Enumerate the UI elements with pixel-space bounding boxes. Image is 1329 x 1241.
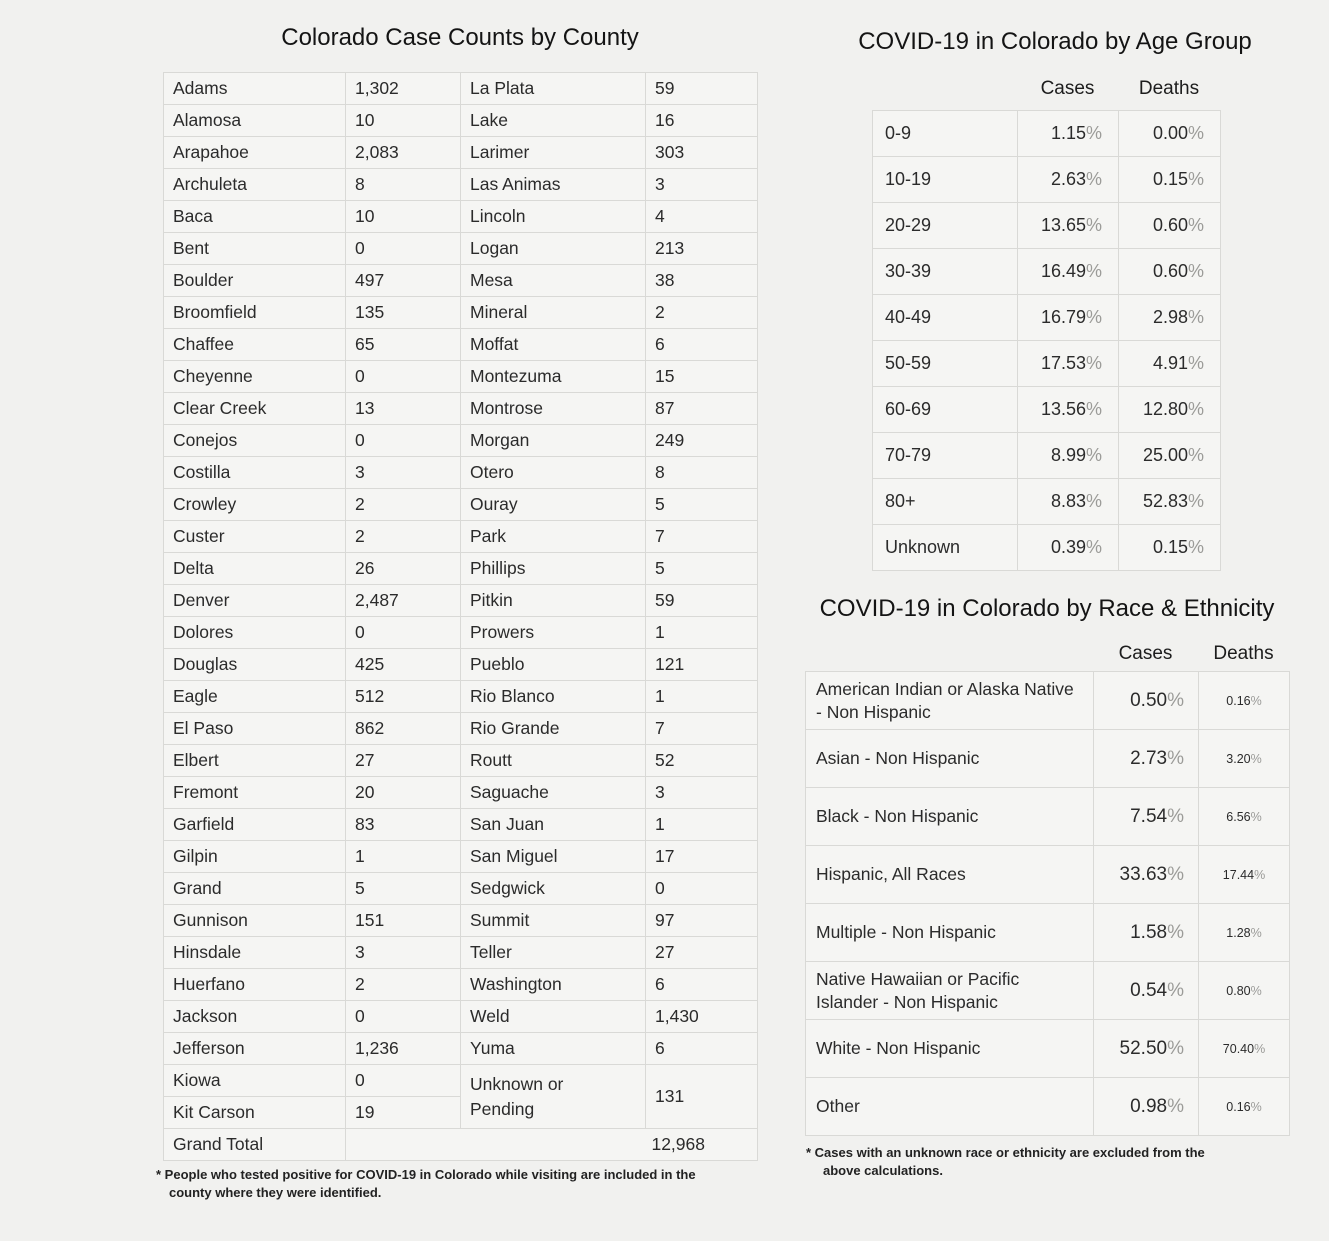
county-row bbox=[164, 233, 758, 265]
county-name-cell: Morgan bbox=[461, 425, 646, 457]
race-ethnicity-row bbox=[806, 672, 1290, 730]
age-group-label-cell: 50-59 bbox=[873, 341, 1018, 387]
county-row bbox=[164, 393, 758, 425]
race-ethnicity-section bbox=[805, 578, 1289, 1179]
county-section bbox=[156, 10, 757, 1201]
race-ethnicity-row bbox=[806, 1020, 1290, 1078]
county-name-cell: Cheyenne bbox=[164, 361, 346, 393]
percent-sign: % bbox=[1085, 537, 1102, 557]
county-name-cell: San Miguel bbox=[461, 841, 646, 873]
county-name-cell: Montrose bbox=[461, 393, 646, 425]
county-count-cell: 303 bbox=[646, 137, 758, 169]
percent-sign: % bbox=[1187, 215, 1204, 235]
race-ethnicity-cases-cell: 0.54% bbox=[1094, 962, 1199, 1020]
race-ethnicity-label-cell: Asian - Non Hispanic bbox=[806, 730, 1094, 788]
county-row bbox=[164, 201, 758, 233]
county-name-cell: Clear Creek bbox=[164, 393, 346, 425]
race-header-deaths: Deaths bbox=[1213, 643, 1274, 664]
percent-sign: % bbox=[1085, 445, 1102, 465]
percent-sign: % bbox=[1085, 353, 1102, 373]
county-row bbox=[164, 905, 758, 937]
percent-sign: % bbox=[1187, 307, 1204, 327]
county-count-cell: 213 bbox=[646, 233, 758, 265]
race-header-cases: Cases bbox=[1118, 643, 1173, 664]
county-name-cell: Broomfield bbox=[164, 297, 346, 329]
percent-sign: % bbox=[1187, 399, 1204, 419]
age-group-deaths-cell: 0.15% bbox=[1119, 525, 1221, 571]
race-ethnicity-label-cell: American Indian or Alaska Native - Non Hispanic bbox=[806, 672, 1094, 730]
age-group-cases-cell: 8.83% bbox=[1018, 479, 1119, 525]
race-ethnicity-cases-cell: 7.54% bbox=[1094, 788, 1199, 846]
county-name-cell: Eagle bbox=[164, 681, 346, 713]
percent-sign: % bbox=[1250, 983, 1262, 998]
county-row bbox=[164, 681, 758, 713]
county-name-cell: Jefferson bbox=[164, 1033, 346, 1065]
age-group-deaths-cell: 52.83% bbox=[1119, 479, 1221, 525]
age-group-deaths-cell: 12.80% bbox=[1119, 387, 1221, 433]
county-count-cell: 87 bbox=[646, 393, 758, 425]
county-row bbox=[164, 873, 758, 905]
county-row bbox=[164, 489, 758, 521]
percent-sign: % bbox=[1085, 261, 1102, 281]
county-count-cell: 121 bbox=[646, 649, 758, 681]
percent-sign: % bbox=[1187, 491, 1204, 511]
county-table-title: Colorado Case Counts by County bbox=[281, 24, 639, 51]
county-name-cell: Pitkin bbox=[461, 585, 646, 617]
county-name-cell: Pueblo bbox=[461, 649, 646, 681]
county-count-cell: 3 bbox=[346, 457, 461, 489]
grand-total-value: 12,968 bbox=[346, 1129, 758, 1161]
race-ethnicity-deaths-cell: 17.44% bbox=[1199, 846, 1290, 904]
age-group-row bbox=[873, 525, 1221, 571]
county-count-cell: 4 bbox=[646, 201, 758, 233]
age-group-label-cell: 0-9 bbox=[873, 111, 1018, 157]
age-table-header-row bbox=[872, 78, 1220, 100]
percent-sign: % bbox=[1187, 537, 1204, 557]
county-count-cell: 13 bbox=[346, 393, 461, 425]
race-ethnicity-cases-cell: 2.73% bbox=[1094, 730, 1199, 788]
county-count-cell: 1 bbox=[646, 617, 758, 649]
county-count-cell: 151 bbox=[346, 905, 461, 937]
race-table-header-row bbox=[805, 643, 1289, 665]
race-ethnicity-row bbox=[806, 788, 1290, 846]
county-name-cell: Delta bbox=[164, 553, 346, 585]
age-header-deaths: Deaths bbox=[1138, 78, 1200, 99]
county-count-cell: 97 bbox=[646, 905, 758, 937]
county-name-cell: Elbert bbox=[164, 745, 346, 777]
county-row bbox=[164, 137, 758, 169]
county-row bbox=[164, 329, 758, 361]
age-group-deaths-cell: 0.15% bbox=[1119, 157, 1221, 203]
percent-sign: % bbox=[1167, 1095, 1184, 1117]
race-ethnicity-cases-cell: 1.58% bbox=[1094, 904, 1199, 962]
county-name-cell: Crowley bbox=[164, 489, 346, 521]
county-count-cell: 249 bbox=[646, 425, 758, 457]
county-name-cell: Costilla bbox=[164, 457, 346, 489]
county-name-cell: Bent bbox=[164, 233, 346, 265]
county-name-cell: Arapahoe bbox=[164, 137, 346, 169]
percent-sign: % bbox=[1187, 123, 1204, 143]
percent-sign: % bbox=[1085, 123, 1102, 143]
county-name-cell: Logan bbox=[461, 233, 646, 265]
county-count-cell: 3 bbox=[646, 169, 758, 201]
county-count-cell: 0 bbox=[346, 1065, 461, 1097]
county-name-cell: Dolores bbox=[164, 617, 346, 649]
county-row bbox=[164, 361, 758, 393]
county-name-cell: Weld bbox=[461, 1001, 646, 1033]
percent-sign: % bbox=[1167, 805, 1184, 827]
county-name-cell: Washington bbox=[461, 969, 646, 1001]
age-group-cases-cell: 8.99% bbox=[1018, 433, 1119, 479]
race-ethnicity-row bbox=[806, 904, 1290, 962]
county-row bbox=[164, 169, 758, 201]
race-ethnicity-row bbox=[806, 730, 1290, 788]
county-name-cell: Lincoln bbox=[461, 201, 646, 233]
percent-sign: % bbox=[1085, 169, 1102, 189]
age-group-cases-cell: 1.15% bbox=[1018, 111, 1119, 157]
race-ethnicity-cases-cell: 0.50% bbox=[1094, 672, 1199, 730]
county-row bbox=[164, 745, 758, 777]
county-count-cell: 7 bbox=[646, 521, 758, 553]
age-group-section bbox=[790, 10, 1320, 571]
county-name-cell: Otero bbox=[461, 457, 646, 489]
county-count-cell: 26 bbox=[346, 553, 461, 585]
county-name-cell: Jackson bbox=[164, 1001, 346, 1033]
race-ethnicity-deaths-cell: 6.56% bbox=[1199, 788, 1290, 846]
county-count-cell: 497 bbox=[346, 265, 461, 297]
county-count-cell: 6 bbox=[646, 969, 758, 1001]
county-count-cell: 15 bbox=[646, 361, 758, 393]
race-ethnicity-deaths-cell: 0.16% bbox=[1199, 1078, 1290, 1136]
age-group-row bbox=[873, 387, 1221, 433]
age-group-cases-cell: 13.65% bbox=[1018, 203, 1119, 249]
county-count-cell: 1,236 bbox=[346, 1033, 461, 1065]
age-group-cases-cell: 0.39% bbox=[1018, 525, 1119, 571]
county-count-cell: 38 bbox=[646, 265, 758, 297]
county-count-cell: 7 bbox=[646, 713, 758, 745]
county-count-cell: 2,487 bbox=[346, 585, 461, 617]
county-name-cell: Adams bbox=[164, 73, 346, 105]
age-group-label-cell: 60-69 bbox=[873, 387, 1018, 433]
county-name-cell: San Juan bbox=[461, 809, 646, 841]
age-group-label-cell: 70-79 bbox=[873, 433, 1018, 479]
percent-sign: % bbox=[1167, 979, 1184, 1001]
county-row bbox=[164, 297, 758, 329]
county-name-cell: Prowers bbox=[461, 617, 646, 649]
race-ethnicity-label-cell: Multiple - Non Hispanic bbox=[806, 904, 1094, 962]
race-ethnicity-label-cell: Black - Non Hispanic bbox=[806, 788, 1094, 846]
county-name-cell: Mineral bbox=[461, 297, 646, 329]
county-name-cell: Gunnison bbox=[164, 905, 346, 937]
county-name-cell: Huerfano bbox=[164, 969, 346, 1001]
age-group-row bbox=[873, 341, 1221, 387]
county-count-cell: 512 bbox=[346, 681, 461, 713]
age-group-cases-cell: 16.79% bbox=[1018, 295, 1119, 341]
county-name-cell: Yuma bbox=[461, 1033, 646, 1065]
age-group-row bbox=[873, 203, 1221, 249]
county-row bbox=[164, 617, 758, 649]
county-name-cell: Park bbox=[461, 521, 646, 553]
county-row bbox=[164, 585, 758, 617]
age-group-cases-cell: 16.49% bbox=[1018, 249, 1119, 295]
county-count-cell: 5 bbox=[646, 489, 758, 521]
county-count-cell: 1 bbox=[646, 809, 758, 841]
county-count-cell: 83 bbox=[346, 809, 461, 841]
county-count-cell: 8 bbox=[346, 169, 461, 201]
age-group-label-cell: 80+ bbox=[873, 479, 1018, 525]
county-count-cell: 52 bbox=[646, 745, 758, 777]
race-ethnicity-label-cell: White - Non Hispanic bbox=[806, 1020, 1094, 1078]
county-row bbox=[164, 1033, 758, 1065]
age-group-deaths-cell: 0.60% bbox=[1119, 249, 1221, 295]
percent-sign: % bbox=[1167, 747, 1184, 769]
county-row bbox=[164, 425, 758, 457]
county-row bbox=[164, 521, 758, 553]
county-row bbox=[164, 809, 758, 841]
percent-sign: % bbox=[1254, 867, 1266, 882]
race-ethnicity-label-cell: Hispanic, All Races bbox=[806, 846, 1094, 904]
grand-total-label: Grand Total bbox=[164, 1129, 346, 1161]
county-count-cell: 10 bbox=[346, 201, 461, 233]
county-row bbox=[164, 649, 758, 681]
percent-sign: % bbox=[1187, 353, 1204, 373]
county-row bbox=[164, 73, 758, 105]
county-count-cell: 2 bbox=[346, 969, 461, 1001]
race-ethnicity-label-cell: Other bbox=[806, 1078, 1094, 1136]
county-count-cell: 27 bbox=[646, 937, 758, 969]
county-name-cell: Chaffee bbox=[164, 329, 346, 361]
race-ethnicity-row bbox=[806, 962, 1290, 1020]
county-name-cell: Boulder bbox=[164, 265, 346, 297]
age-group-row bbox=[873, 295, 1221, 341]
age-group-cases-cell: 2.63% bbox=[1018, 157, 1119, 203]
county-row bbox=[164, 777, 758, 809]
age-group-deaths-cell: 0.00% bbox=[1119, 111, 1221, 157]
county-unknown-pending-cell: Unknown or Pending bbox=[461, 1065, 646, 1129]
county-count-cell: 20 bbox=[346, 777, 461, 809]
county-name-cell: Gilpin bbox=[164, 841, 346, 873]
race-ethnicity-deaths-cell: 70.40% bbox=[1199, 1020, 1290, 1078]
age-header-cases: Cases bbox=[1040, 78, 1095, 99]
age-group-label-cell: 40-49 bbox=[873, 295, 1018, 341]
percent-sign: % bbox=[1254, 1041, 1266, 1056]
race-ethnicity-cases-cell: 33.63% bbox=[1094, 846, 1199, 904]
county-count-cell: 0 bbox=[346, 425, 461, 457]
race-header-spacer bbox=[805, 643, 1093, 665]
percent-sign: % bbox=[1187, 169, 1204, 189]
county-count-cell: 10 bbox=[346, 105, 461, 137]
county-row bbox=[164, 969, 758, 1001]
county-count-cell: 135 bbox=[346, 297, 461, 329]
county-count-cell: 2 bbox=[646, 297, 758, 329]
race-footnote: * Cases with an unknown race or ethnicity are excluded from the above calculations. bbox=[806, 1145, 1205, 1178]
county-name-cell: Routt bbox=[461, 745, 646, 777]
county-table bbox=[163, 72, 758, 1161]
county-count-cell: 0 bbox=[346, 233, 461, 265]
county-count-cell: 1,430 bbox=[646, 1001, 758, 1033]
age-group-label-cell: Unknown bbox=[873, 525, 1018, 571]
county-count-cell: 1 bbox=[346, 841, 461, 873]
percent-sign: % bbox=[1085, 307, 1102, 327]
county-row bbox=[164, 105, 758, 137]
county-row bbox=[164, 265, 758, 297]
percent-sign: % bbox=[1187, 261, 1204, 281]
percent-sign: % bbox=[1085, 491, 1102, 511]
age-group-row bbox=[873, 249, 1221, 295]
county-name-cell: Baca bbox=[164, 201, 346, 233]
county-name-cell: Denver bbox=[164, 585, 346, 617]
county-name-cell: Saguache bbox=[461, 777, 646, 809]
county-name-cell: Ouray bbox=[461, 489, 646, 521]
age-group-row bbox=[873, 111, 1221, 157]
county-unknown-pending-count: 131 bbox=[646, 1065, 758, 1129]
age-group-deaths-cell: 2.98% bbox=[1119, 295, 1221, 341]
county-count-cell: 0 bbox=[346, 361, 461, 393]
percent-sign: % bbox=[1250, 809, 1262, 824]
county-count-cell: 862 bbox=[346, 713, 461, 745]
county-count-cell: 0 bbox=[646, 873, 758, 905]
percent-sign: % bbox=[1085, 399, 1102, 419]
county-row bbox=[164, 1065, 758, 1097]
race-ethnicity-cases-cell: 0.98% bbox=[1094, 1078, 1199, 1136]
age-group-cases-cell: 17.53% bbox=[1018, 341, 1119, 387]
percent-sign: % bbox=[1167, 863, 1184, 885]
race-table-title: COVID-19 in Colorado by Race & Ethnicity bbox=[819, 595, 1275, 622]
county-name-cell: Summit bbox=[461, 905, 646, 937]
percent-sign: % bbox=[1250, 751, 1262, 766]
county-count-cell: 59 bbox=[646, 585, 758, 617]
county-count-cell: 425 bbox=[346, 649, 461, 681]
county-name-cell: Moffat bbox=[461, 329, 646, 361]
county-name-cell: Phillips bbox=[461, 553, 646, 585]
county-row bbox=[164, 1001, 758, 1033]
county-count-cell: 17 bbox=[646, 841, 758, 873]
county-name-cell: Fremont bbox=[164, 777, 346, 809]
age-group-row bbox=[873, 479, 1221, 525]
county-name-cell: Douglas bbox=[164, 649, 346, 681]
county-name-cell: Kit Carson bbox=[164, 1097, 346, 1129]
age-group-row bbox=[873, 433, 1221, 479]
county-count-cell: 3 bbox=[646, 777, 758, 809]
county-count-cell: 5 bbox=[346, 873, 461, 905]
age-group-label-cell: 30-39 bbox=[873, 249, 1018, 295]
county-name-cell: El Paso bbox=[164, 713, 346, 745]
race-ethnicity-deaths-cell: 0.16% bbox=[1199, 672, 1290, 730]
age-header-spacer bbox=[872, 78, 1017, 100]
county-name-cell: Las Animas bbox=[461, 169, 646, 201]
race-ethnicity-deaths-cell: 1.28% bbox=[1199, 904, 1290, 962]
county-count-cell: 1,302 bbox=[346, 73, 461, 105]
county-count-cell: 1 bbox=[646, 681, 758, 713]
county-count-cell: 3 bbox=[346, 937, 461, 969]
race-ethnicity-deaths-cell: 0.80% bbox=[1199, 962, 1290, 1020]
county-name-cell: Kiowa bbox=[164, 1065, 346, 1097]
county-footnote: * People who tested positive for COVID-19 in Colorado while visiting are included in the county where they were identified. bbox=[156, 1167, 696, 1200]
age-group-deaths-cell: 0.60% bbox=[1119, 203, 1221, 249]
percent-sign: % bbox=[1167, 1037, 1184, 1059]
county-name-cell: Lake bbox=[461, 105, 646, 137]
county-name-cell: Montezuma bbox=[461, 361, 646, 393]
age-group-table bbox=[872, 110, 1221, 571]
age-group-cases-cell: 13.56% bbox=[1018, 387, 1119, 433]
percent-sign: % bbox=[1167, 921, 1184, 943]
county-count-cell: 2,083 bbox=[346, 137, 461, 169]
county-name-cell: Larimer bbox=[461, 137, 646, 169]
county-count-cell: 65 bbox=[346, 329, 461, 361]
county-count-cell: 5 bbox=[646, 553, 758, 585]
county-row bbox=[164, 841, 758, 873]
county-name-cell: Rio Grande bbox=[461, 713, 646, 745]
county-name-cell: La Plata bbox=[461, 73, 646, 105]
percent-sign: % bbox=[1250, 1099, 1262, 1114]
percent-sign: % bbox=[1085, 215, 1102, 235]
county-count-cell: 59 bbox=[646, 73, 758, 105]
percent-sign: % bbox=[1167, 689, 1184, 711]
county-row bbox=[164, 937, 758, 969]
race-ethnicity-cases-cell: 52.50% bbox=[1094, 1020, 1199, 1078]
percent-sign: % bbox=[1187, 445, 1204, 465]
county-count-cell: 8 bbox=[646, 457, 758, 489]
county-name-cell: Teller bbox=[461, 937, 646, 969]
race-ethnicity-row bbox=[806, 846, 1290, 904]
county-count-cell: 0 bbox=[346, 1001, 461, 1033]
race-ethnicity-table bbox=[805, 671, 1290, 1136]
age-group-label-cell: 20-29 bbox=[873, 203, 1018, 249]
county-name-cell: Mesa bbox=[461, 265, 646, 297]
county-name-cell: Hinsdale bbox=[164, 937, 346, 969]
county-row bbox=[164, 713, 758, 745]
county-name-cell: Grand bbox=[164, 873, 346, 905]
race-ethnicity-label-cell: Native Hawaiian or Pacific Islander - Non Hispanic bbox=[806, 962, 1094, 1020]
county-grand-total-row bbox=[164, 1129, 758, 1161]
age-group-deaths-cell: 25.00% bbox=[1119, 433, 1221, 479]
percent-sign: % bbox=[1250, 693, 1262, 708]
age-group-label-cell: 10-19 bbox=[873, 157, 1018, 203]
age-group-deaths-cell: 4.91% bbox=[1119, 341, 1221, 387]
race-ethnicity-row bbox=[806, 1078, 1290, 1136]
county-name-cell: Archuleta bbox=[164, 169, 346, 201]
county-name-cell: Rio Blanco bbox=[461, 681, 646, 713]
county-count-cell: 6 bbox=[646, 329, 758, 361]
county-count-cell: 2 bbox=[346, 489, 461, 521]
county-name-cell: Conejos bbox=[164, 425, 346, 457]
county-row bbox=[164, 457, 758, 489]
percent-sign: % bbox=[1250, 925, 1262, 940]
county-count-cell: 27 bbox=[346, 745, 461, 777]
county-name-cell: Garfield bbox=[164, 809, 346, 841]
county-name-cell: Sedgwick bbox=[461, 873, 646, 905]
county-count-cell: 6 bbox=[646, 1033, 758, 1065]
county-count-cell: 16 bbox=[646, 105, 758, 137]
county-row bbox=[164, 553, 758, 585]
county-name-cell: Alamosa bbox=[164, 105, 346, 137]
county-count-cell: 0 bbox=[346, 617, 461, 649]
county-count-cell: 19 bbox=[346, 1097, 461, 1129]
age-table-title: COVID-19 in Colorado by Age Group bbox=[858, 28, 1252, 55]
county-count-cell: 2 bbox=[346, 521, 461, 553]
age-group-row bbox=[873, 157, 1221, 203]
race-ethnicity-deaths-cell: 3.20% bbox=[1199, 730, 1290, 788]
county-name-cell: Custer bbox=[164, 521, 346, 553]
